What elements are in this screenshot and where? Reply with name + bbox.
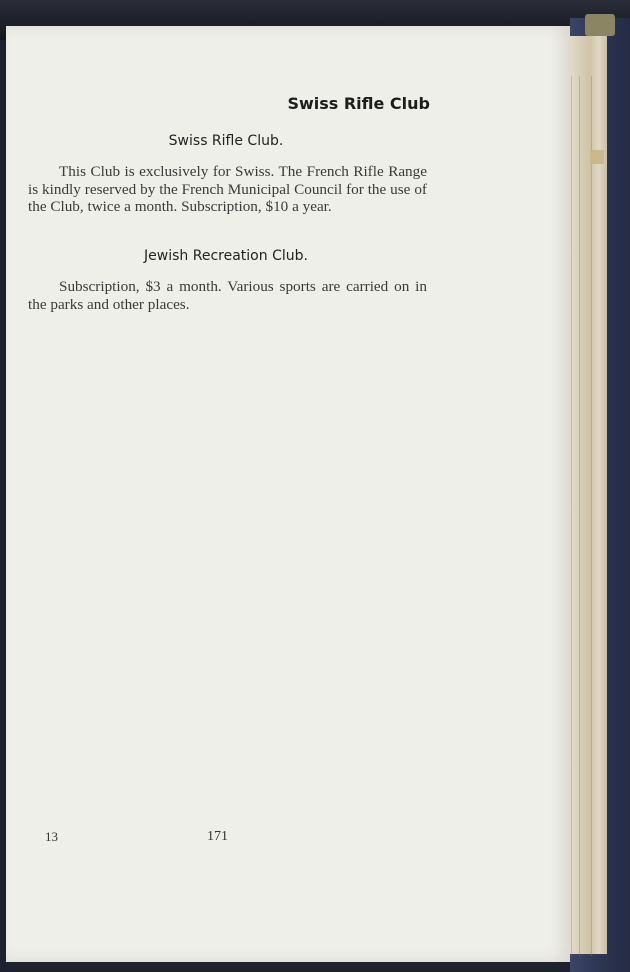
section-title-jewish-recreation-club: Jewish Recreation Club. [144,248,308,264]
page-stack-edge [565,36,607,954]
page-edge-line [591,76,592,956]
section-body-swiss-rifle-club: This Club is exclusively for Swiss. The French Rifle Range is kindly reserved by the French Municipal Council for the use of the Club, twice a month. Subscription, $10 a year. [28,163,427,216]
section-body-jewish-recreation-club: Subscription, $3 a month. Various sports are carried on in the parks and other places. [28,278,427,313]
page-number: 171 [207,829,228,844]
running-head: Swiss Rifle Club [287,94,430,113]
page-stack-tab [590,150,604,164]
section-title-swiss-rifle-club: Swiss Rifle Club. [168,133,284,149]
cover-corner-wear [585,14,615,36]
page-edge-line [579,76,580,956]
signature-mark: 13 [45,829,58,844]
page-edge-line [571,76,572,956]
